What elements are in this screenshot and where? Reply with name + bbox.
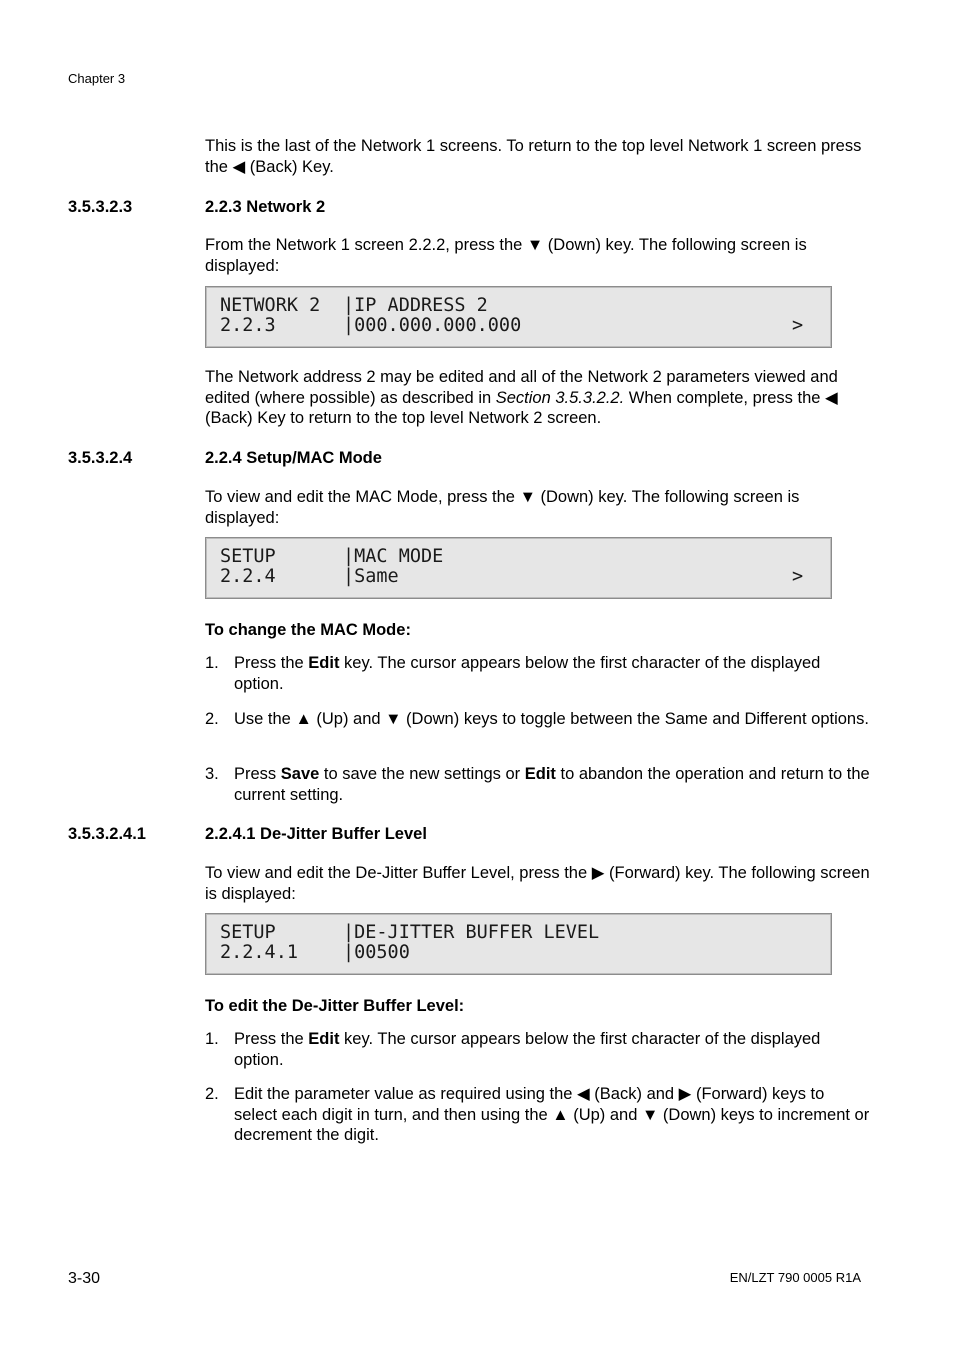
page-number: 3-30 [68, 1270, 101, 1287]
body-paragraph: To view and edit the MAC Mode, press the ▼ (Down) key. The following screen is displayed: [205, 488, 800, 527]
section-reference: Section 3.5.3.2.2. [495, 388, 625, 407]
lcd-menu-number: 2.2.4.1 [220, 942, 298, 963]
section-title: 2.2.3 Network 2 [205, 198, 326, 216]
lcd-screen-network2 [205, 286, 832, 348]
lcd-menu-label: SETUP [220, 922, 276, 943]
section-number: 3.5.3.2.4 [68, 449, 133, 467]
procedure-heading: To edit the De-Jitter Buffer Level: [205, 997, 465, 1015]
lcd-param-label: |DE-JITTER BUFFER LEVEL [343, 922, 600, 943]
lcd-menu-number: 2.2.4 [220, 566, 276, 587]
chapter-header: Chapter 3 [68, 71, 126, 86]
lcd-menu-label: NETWORK 2 [220, 295, 321, 316]
section-number: 3.5.3.2.4.1 [68, 825, 146, 843]
lcd-param-label: |IP ADDRESS 2 [343, 295, 488, 316]
lcd-param-value: |00500 [343, 942, 410, 963]
document-id: EN/LZT 790 0005 R1A [729, 1270, 861, 1285]
body-paragraph: The Network address 2 may be edited and all of the Network 2 parameters viewed and edited (where possible) as described in Section 3.5.3.2.2. When complete, press the ◀ (Back) Key to return to the top level Network 2 screen. [205, 368, 838, 427]
lcd-more-arrow-icon: > [792, 315, 804, 336]
section-number: 3.5.3.2.3 [68, 198, 133, 216]
intro-paragraph: This is the last of the Network 1 screens. To return to the top level Network 1 screen press the ◀ (Back) Key. [205, 137, 862, 176]
lcd-param-value: |Same [343, 566, 399, 587]
procedure-heading: To change the MAC Mode: [205, 621, 411, 639]
lcd-param-label: |MAC MODE [343, 546, 444, 567]
lcd-screen-mac-mode [205, 537, 832, 599]
body-paragraph: To view and edit the De-Jitter Buffer Level, press the ▶ (Forward) key. The following screen is displayed: [205, 864, 870, 903]
section-title: 2.2.4 Setup/MAC Mode [205, 449, 382, 467]
lcd-param-value: |000.000.000.000 [343, 315, 522, 336]
lcd-more-arrow-icon: > [792, 566, 804, 587]
section-title: 2.2.4.1 De-Jitter Buffer Level [205, 825, 427, 843]
lcd-menu-number: 2.2.3 [220, 315, 276, 336]
lcd-menu-label: SETUP [220, 546, 276, 567]
lcd-screen-dejitter [205, 913, 832, 975]
body-paragraph: From the Network 1 screen 2.2.2, press the ▼ (Down) key. The following screen is displayed: [205, 236, 807, 275]
